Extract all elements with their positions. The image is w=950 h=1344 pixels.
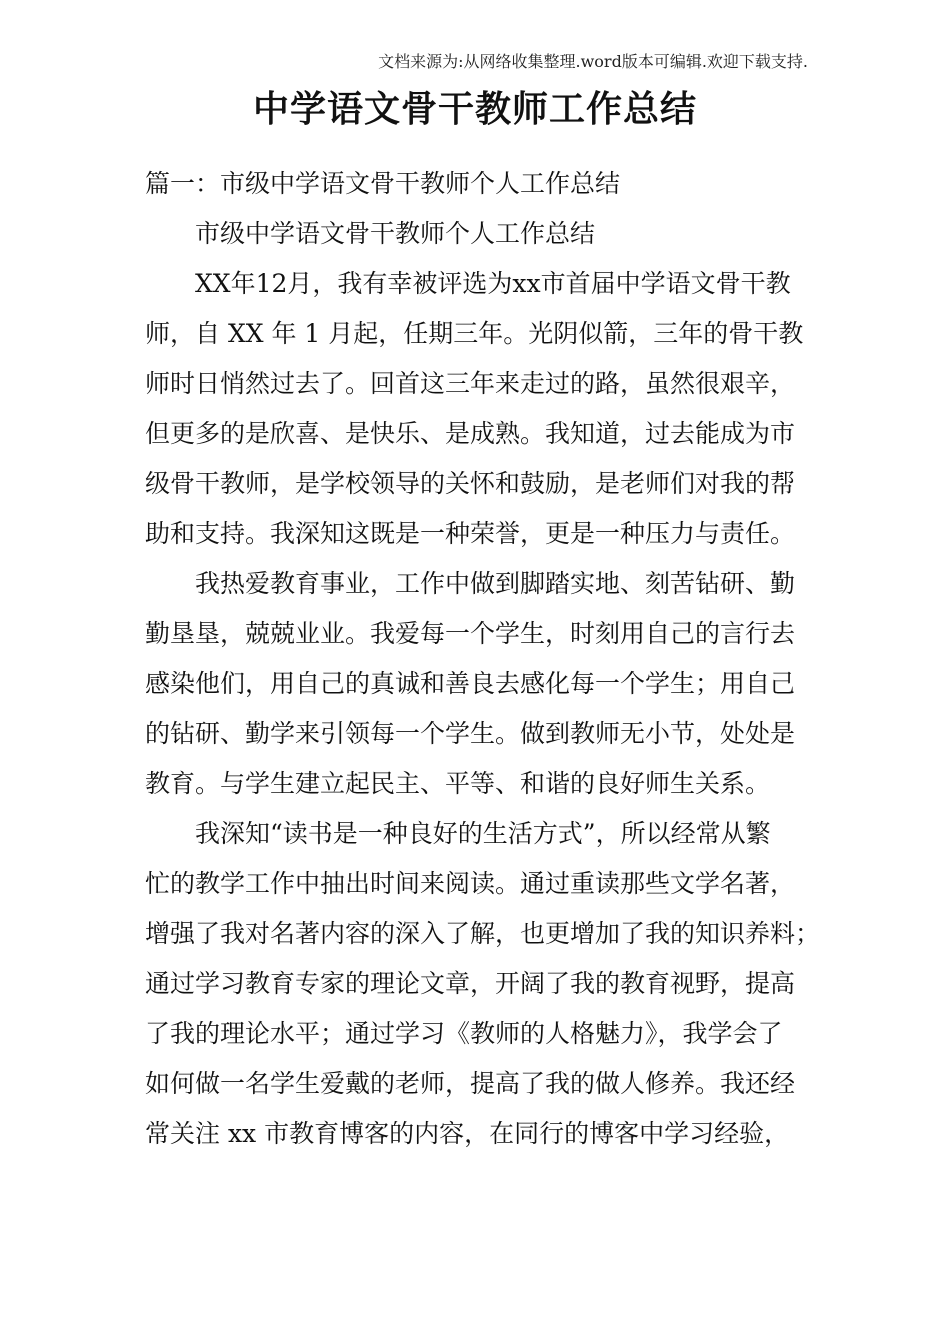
section-subtitle: 市级中学语文骨干教师个人工作总结 — [195, 219, 596, 248]
paragraph-line: 勤垦垦，兢兢业业。我爱每一个学生，时刻用自己的言行去 — [145, 619, 796, 648]
paragraph-line: 的钻研、勤学来引领每一个学生。做到教师无小节，处处是 — [145, 719, 796, 748]
paragraph-line: 常关注 xx 市教育博客的内容，在同行的博客中学习经验， — [145, 1119, 790, 1148]
paragraph-line: 增强了我对名著内容的深入了解，也更增加了我的知识养料； — [145, 919, 821, 948]
paragraph-line: 了我的理论水平；通过学习《教师的人格魅力》，我学会了 — [145, 1019, 783, 1048]
paragraph-line: 我热爱教育事业，工作中做到脚踏实地、刻苦钻研、勤 — [195, 569, 796, 598]
paragraph-line: 师，自 XX 年 1 月起，任期三年。光阴似箭，三年的骨干教 — [145, 319, 804, 348]
paragraph-line: XX年12月，我有幸被评选为xx市首届中学语文骨干教 — [195, 269, 791, 298]
paragraph-line: 通过学习教育专家的理论文章，开阔了我的教育视野，提高 — [145, 969, 796, 998]
paragraph-line: 感染他们，用自己的真诚和善良去感化每一个学生；用自己 — [145, 669, 796, 698]
paragraph-line: 师时日悄然过去了。回首这三年来走过的路，虽然很艰辛， — [145, 369, 796, 398]
paragraph-line: 如何做一名学生爱戴的老师，提高了我的做人修养。我还经 — [145, 1069, 796, 1098]
header-note: 文档来源为:从网络收集整理.word版本可编辑.欢迎下载支持. — [378, 52, 808, 71]
paragraph-line: 级骨干教师，是学校领导的关怀和鼓励，是老师们对我的帮 — [145, 469, 796, 498]
paragraph-line: 教育。与学生建立起民主、平等、和谐的良好师生关系。 — [145, 769, 771, 798]
section-heading: 篇一：市级中学语文骨干教师个人工作总结 — [145, 169, 621, 198]
paragraph-line: 我深知“读书是一种良好的生活方式”，所以经常从繁 — [195, 819, 771, 848]
paragraph-line: 但更多的是欣喜、是快乐、是成熟。我知道，过去能成为市 — [145, 419, 796, 448]
document-title: 中学语文骨干教师工作总结 — [252, 88, 697, 130]
paragraph-line: 忙的教学工作中抽出时间来阅读。通过重读那些文学名著， — [145, 869, 796, 898]
paragraph-line: 助和支持。我深知这既是一种荣誉，更是一种压力与责任。 — [145, 519, 796, 548]
